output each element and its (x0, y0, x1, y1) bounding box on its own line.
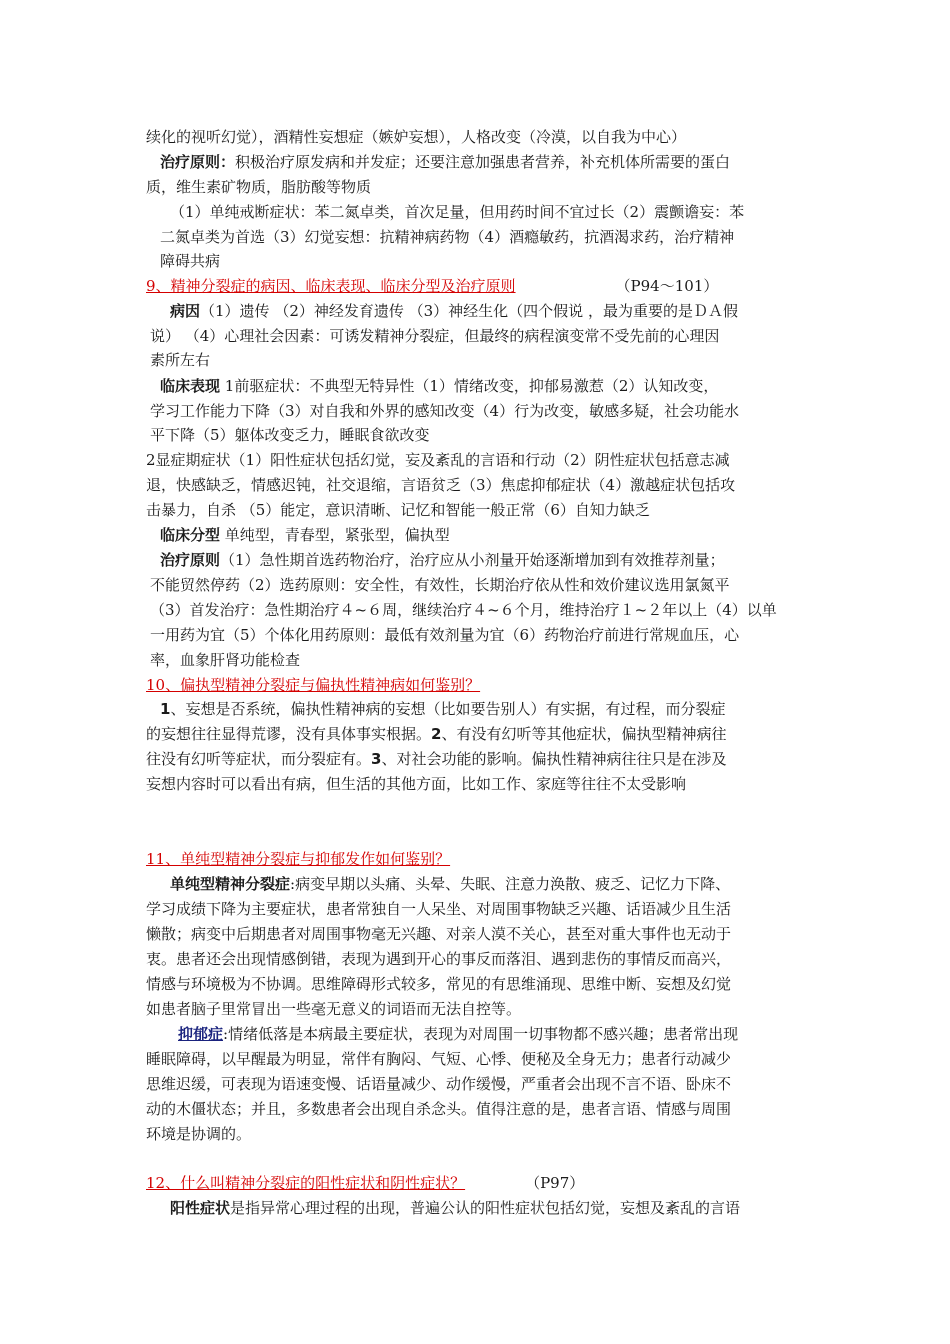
paragraph-text: 、有没有幻听等其他症状，偏执型精神病往 (441, 725, 727, 743)
text-line (170, 201, 744, 223)
paragraph-text: （3）首发治疗：急性期治疗４~６周，继续治疗４~６个月，维持治疗１~２年以上（4）以单 (150, 601, 777, 619)
paragraph-text: 睡眠障碍，以早醒最为明显，常伴有胸闷、气短、心悸、便秘及全身无力；患者行动减少 (146, 1050, 732, 1068)
text-line (146, 1073, 731, 1095)
paragraph-text: 退，快感缺乏，情感迟钝，社交退缩，言语贫乏（3）焦虑抑郁症状（4）激越症状包括攻 (146, 476, 736, 494)
label-clinical: 临床表现 (160, 377, 221, 395)
text-line (146, 723, 726, 745)
heading-text: 11、单纯型精神分裂症与抑郁发作如何鉴别？ (146, 850, 451, 868)
paragraph-text: :情绪低落是本病最主要症状，表现为对周围一切事物都不感兴趣；患者常出现 (223, 1025, 739, 1043)
text-line (146, 449, 730, 471)
paragraph-text: 的妄想往往显得荒谬，没有具体事实根据。 (146, 725, 432, 743)
paragraph-text: 2显症期症状（1）阳性症状包括幻觉，妄及紊乱的言语和行动（2）阴性症状包括意志减 (146, 451, 730, 469)
list-number: 2 (431, 725, 442, 743)
paragraph-text: 思维迟缓，可表现为语速变慢、话语量减少、动作缓慢，严重者会出现不言不语、卧床不 (146, 1075, 732, 1093)
text-line (146, 923, 731, 945)
paragraph-text: 二氮卓类为首选（3）幻觉妄想：抗精神病药物（4）酒瘾敏药，抗酒渴求药，治疗精神 (160, 228, 735, 246)
text-line (170, 300, 738, 322)
label-treatment: 治疗原则： (160, 153, 236, 171)
text-line (170, 1197, 740, 1219)
paragraph-text: （1）急性期首选药物治疗，治疗应从小剂量开始逐渐增加到有效推荐剂量； (220, 551, 725, 569)
section-heading-q10 (146, 674, 480, 696)
text-line (146, 176, 371, 198)
heading-text: 12、什么叫精神分裂症的阳性症状和阴性症状？ (146, 1174, 466, 1192)
text-line (146, 1098, 731, 1120)
paragraph-text: 质，维生素矿物质，脂肪酸等物质 (146, 178, 372, 196)
text-line (160, 250, 220, 272)
paragraph-text: 说） （4）心理社会因素：可诱发精神分裂症，但最终的病程演变常不受先前的心理因 (150, 327, 720, 345)
paragraph-text: 是指异常心理过程的出现，普遍公认的阳性症状包括幻觉，妄想及紊乱的言语 (230, 1199, 741, 1217)
text-line (146, 773, 686, 795)
text-line (178, 1023, 738, 1045)
paragraph-text: 障碍共病 (160, 252, 221, 270)
paragraph-text: 积极治疗原发病和并发症；还要注意加强患者营养，补充机体所需要的蛋白 (235, 153, 731, 171)
paragraph-text: 素所左右 (150, 351, 211, 369)
paragraph-text: 击暴力，自杀 （5）能定，意识清晰、记忆和智能一般正常（6）自知力缺乏 (146, 501, 650, 519)
paragraph-text: 、对社会功能的影响。偏执性精神病往往只是在涉及 (381, 750, 727, 768)
text-line (160, 524, 450, 546)
label-types: 临床分型 (160, 526, 221, 544)
paragraph-text: 1前驱症状：不典型无特异性（1）情绪改变，抑郁易激惹（2）认知改变， (224, 377, 719, 395)
text-line (146, 126, 686, 148)
text-line (146, 1123, 251, 1145)
text-line (150, 624, 739, 646)
text-line (160, 375, 718, 397)
heading-text: 9、精神分裂症的病因、临床表现、临床分型及治疗原则 (146, 277, 516, 295)
label-treatment: 治疗原则 (160, 551, 221, 569)
paragraph-text: 、妄想是否系统，偏执性精神病的妄想（比如要告别人）有实据，有过程，而分裂症 (170, 700, 726, 718)
list-number: 1 (160, 700, 171, 718)
text-line (146, 748, 726, 770)
paragraph-text: （1）单纯戒断症状：苯二氮卓类，首次足量，但用药时间不宜过长（2）震颤谵妄：苯 (170, 203, 745, 221)
paragraph-text: 懒散；病变中后期患者对周围事物毫无兴趣、对亲人漠不关心，甚至对重大事件也无动于 (146, 925, 732, 943)
page-reference: （P97） (525, 1174, 585, 1192)
text-line (146, 474, 735, 496)
text-line (150, 574, 730, 596)
section-heading-q9 (146, 275, 718, 297)
text-line (150, 400, 739, 422)
paragraph-text: 情感与环境极为不协调。思维障碍形式较多，常见的有思维涌现、思维中断、妄想及幻觉 (146, 975, 732, 993)
paragraph-text: 一用药为宜（5）个体化用药原则：最低有效剂量为宜（6）药物治疗前进行常规血压，心 (150, 626, 740, 644)
paragraph-text: 环境是协调的。 (146, 1125, 252, 1143)
text-line (150, 599, 777, 621)
text-line (160, 698, 725, 720)
paragraph-text: :病变早期以头痛、头晕、失眠、注意力涣散、疲乏、记忆力下降、 (290, 875, 731, 893)
text-line (150, 649, 300, 671)
paragraph-text: 如患者脑子里常冒出一些毫无意义的词语而无法自控等。 (146, 1000, 522, 1018)
paragraph-text: 妄想内容时可以看出有病，但生活的其他方面，比如工作、家庭等往往不太受影响 (146, 775, 687, 793)
text-line (160, 549, 725, 571)
label-depression: 抑郁症 (178, 1025, 224, 1043)
paragraph-text: （1）遗传 （2）神经发育遗传 （3）神经生化（四个假说 ，最为重要的是ＤＡ假 (200, 302, 738, 320)
section-heading-q12 (146, 1172, 584, 1194)
text-line (160, 226, 734, 248)
text-line (170, 873, 730, 895)
text-line (160, 151, 730, 173)
text-line (146, 499, 650, 521)
paragraph-text: 平下降（5）躯体改变乏力，睡眠食欲改变 (150, 426, 430, 444)
paragraph-text: 学习成绩下降为主要症状，患者常独自一人呆坐、对周围事物缺乏兴趣、话语减少且生活 (146, 900, 732, 918)
list-number: 3 (371, 750, 382, 768)
label-positive-symptoms: 阳性症状 (170, 1199, 231, 1217)
label-simple-schizophrenia: 单纯型精神分裂症 (170, 875, 291, 893)
paragraph-text: 续化的视听幻觉），酒精性妄想症（嫉妒妄想），人格改变（冷漠，以自我为中心） (146, 128, 687, 146)
page-reference: （P94～101） (615, 277, 719, 295)
text-line (146, 948, 731, 970)
paragraph-text: 动的木僵状态；并且，多数患者会出现自杀念头。值得注意的是，患者言语、情感与周围 (146, 1100, 732, 1118)
paragraph-text: 率，血象肝肾功能检查 (150, 651, 301, 669)
text-line (150, 325, 719, 347)
text-line (150, 349, 210, 371)
text-line (146, 1048, 731, 1070)
paragraph-text: 往没有幻听等症状，而分裂症有。 (146, 750, 372, 768)
label-cause: 病因 (170, 302, 201, 320)
heading-text: 10、偏执型精神分裂症与偏执性精神病如何鉴别？ (146, 676, 481, 694)
section-heading-q11 (146, 848, 450, 870)
text-line (146, 973, 731, 995)
text-line (146, 998, 521, 1020)
paragraph-text: 单纯型，青春型，紧张型，偏执型 (224, 526, 450, 544)
text-line (146, 898, 731, 920)
paragraph-text: 不能贸然停药（2）选药原则：安全性，有效性，长期治疗依从性和效价建议选用氯氮平 (150, 576, 730, 594)
text-line (150, 424, 430, 446)
paragraph-text: 衷。患者还会出现情感倒错，表现为遇到开心的事反而落泪、遇到悲伤的事情反而高兴， (146, 950, 732, 968)
paragraph-text: 学习工作能力下降（3）对自我和外界的感知改变（4）行为改变，敏感多疑，社会功能水 (150, 402, 740, 420)
